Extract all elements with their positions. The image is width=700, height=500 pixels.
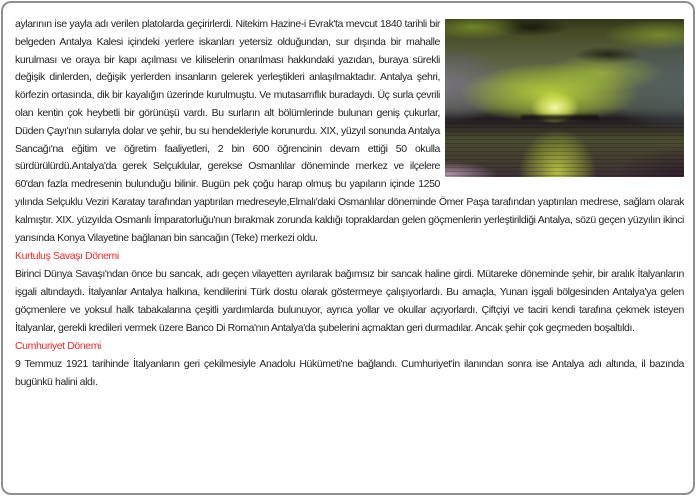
seascape-photo (445, 19, 684, 177)
paragraph-cumhuriyet: 9 Temmuz 1921 tarihinde İtalyanların geri çekilmesiyle Anadolu Hükümeti'ne bağlandı. Cumhuriyet'in ilanından sonra ise Antalya adı altında, il bazında bugünkü halini aldı. (15, 358, 684, 388)
paragraph-kurtulus-savasi: Birinci Dünya Savaşı'ndan önce bu sancak, adı geçen vilayetten ayrılarak bağımsız bir sancak haline girdi. Mütareke döneminde şehir, bir aralık İtalyanların işgali altındaydı. İtalyanlar Antalya halkına, kendilerini Türk dostu olarak göstermeye çalışıyorlardı. Bu amaçla, Yunan işgali bölgesinden Antalya'ya gelen göçmenlere ve yoksul halk tabakalarına çeşitli yardımlarda bulunuyor, ayrıca yollar ve okullar açıyorlardı. Çiftçiyi ve taciri kendi tarafına çekmek isteyen İtalyanlar, gerekli kredileri vermek üzere Banco Di Roma'nın Antalya'da şubelerini açmaktan geri durmadılar. Ancak şehir çok geçmeden boşaltıldı. (15, 268, 684, 334)
section-heading-cumhuriyet: Cumhuriyet Dönemi (15, 340, 101, 353)
paragraph-antalya-history: aylarının ise yayla adı verilen platolarda geçirirlerdi. Nitekim Hazine-i Evrak'ta mevcut 1840 tarihli bir belgeden Antalya Kalesi içindeki yerlere iskanları yetersiz olduğundan, sur dışında bir mahalle kurulması ve oraya bir kapı açılması ve kiliselerin onarılması hakkındaki yazıdan, buraya sürekli değişik dinlerden, değişik yerlerden insanların gelerek yerleştikleri anlaşılmaktadır. Antalya şehri, körfezin ortasında, dik bir kayalığın üzerinde kurulmuştu. Ve mutasarrıflık buradaydı. Üç surla çevrili olan kentin çok heybetli bir görünüşü vardı. Bu surların alt bölümlerinde bulunan geniş çukurlar, Düden Çayı'nın sularıyla dolar ve şehir, bu su hendekleriyle korunurdu. XIX, yüzyıl sonunda Antalya Sancağı'na eğitim ve öğretim faaliyetleri, 2 bin 600 öğrencinin devam ettiği 50 okulla sürdürülürdü.Antalya'da gerek Selçuklular, gerekse Osmanlılar döneminde merkez ve ilçelere 60'dan fazla medresenin bulunduğu bilinir. Bugün pek çoğu harap olmuş bu yapıların içinde 1250 yılında Selçuklu Veziri Karatay tarafından yaptırılan medreseyle,Elmalı'daki Osmanlılar döneminde Ömer Paşa tarafından yaptırılan medrese, sağlam olarak kalmıştır. XIX. yüzyılda Osmanlı İmparatorluğu'nun bırakmak zorunda kaldığı topraklardan gelen göçmenlerin yerleştirildiği Antalya, sözü geçen yüzyılın ikinci yarısında Konya Vilayetine bağlanan bin sancağın (Teke) merkezi oldu. (15, 18, 684, 244)
document-page (1, 1, 695, 495)
article-text (15, 16, 684, 392)
section-heading-kurtulus-savasi: Kurtuluş Savaşı Dönemi (15, 250, 119, 263)
